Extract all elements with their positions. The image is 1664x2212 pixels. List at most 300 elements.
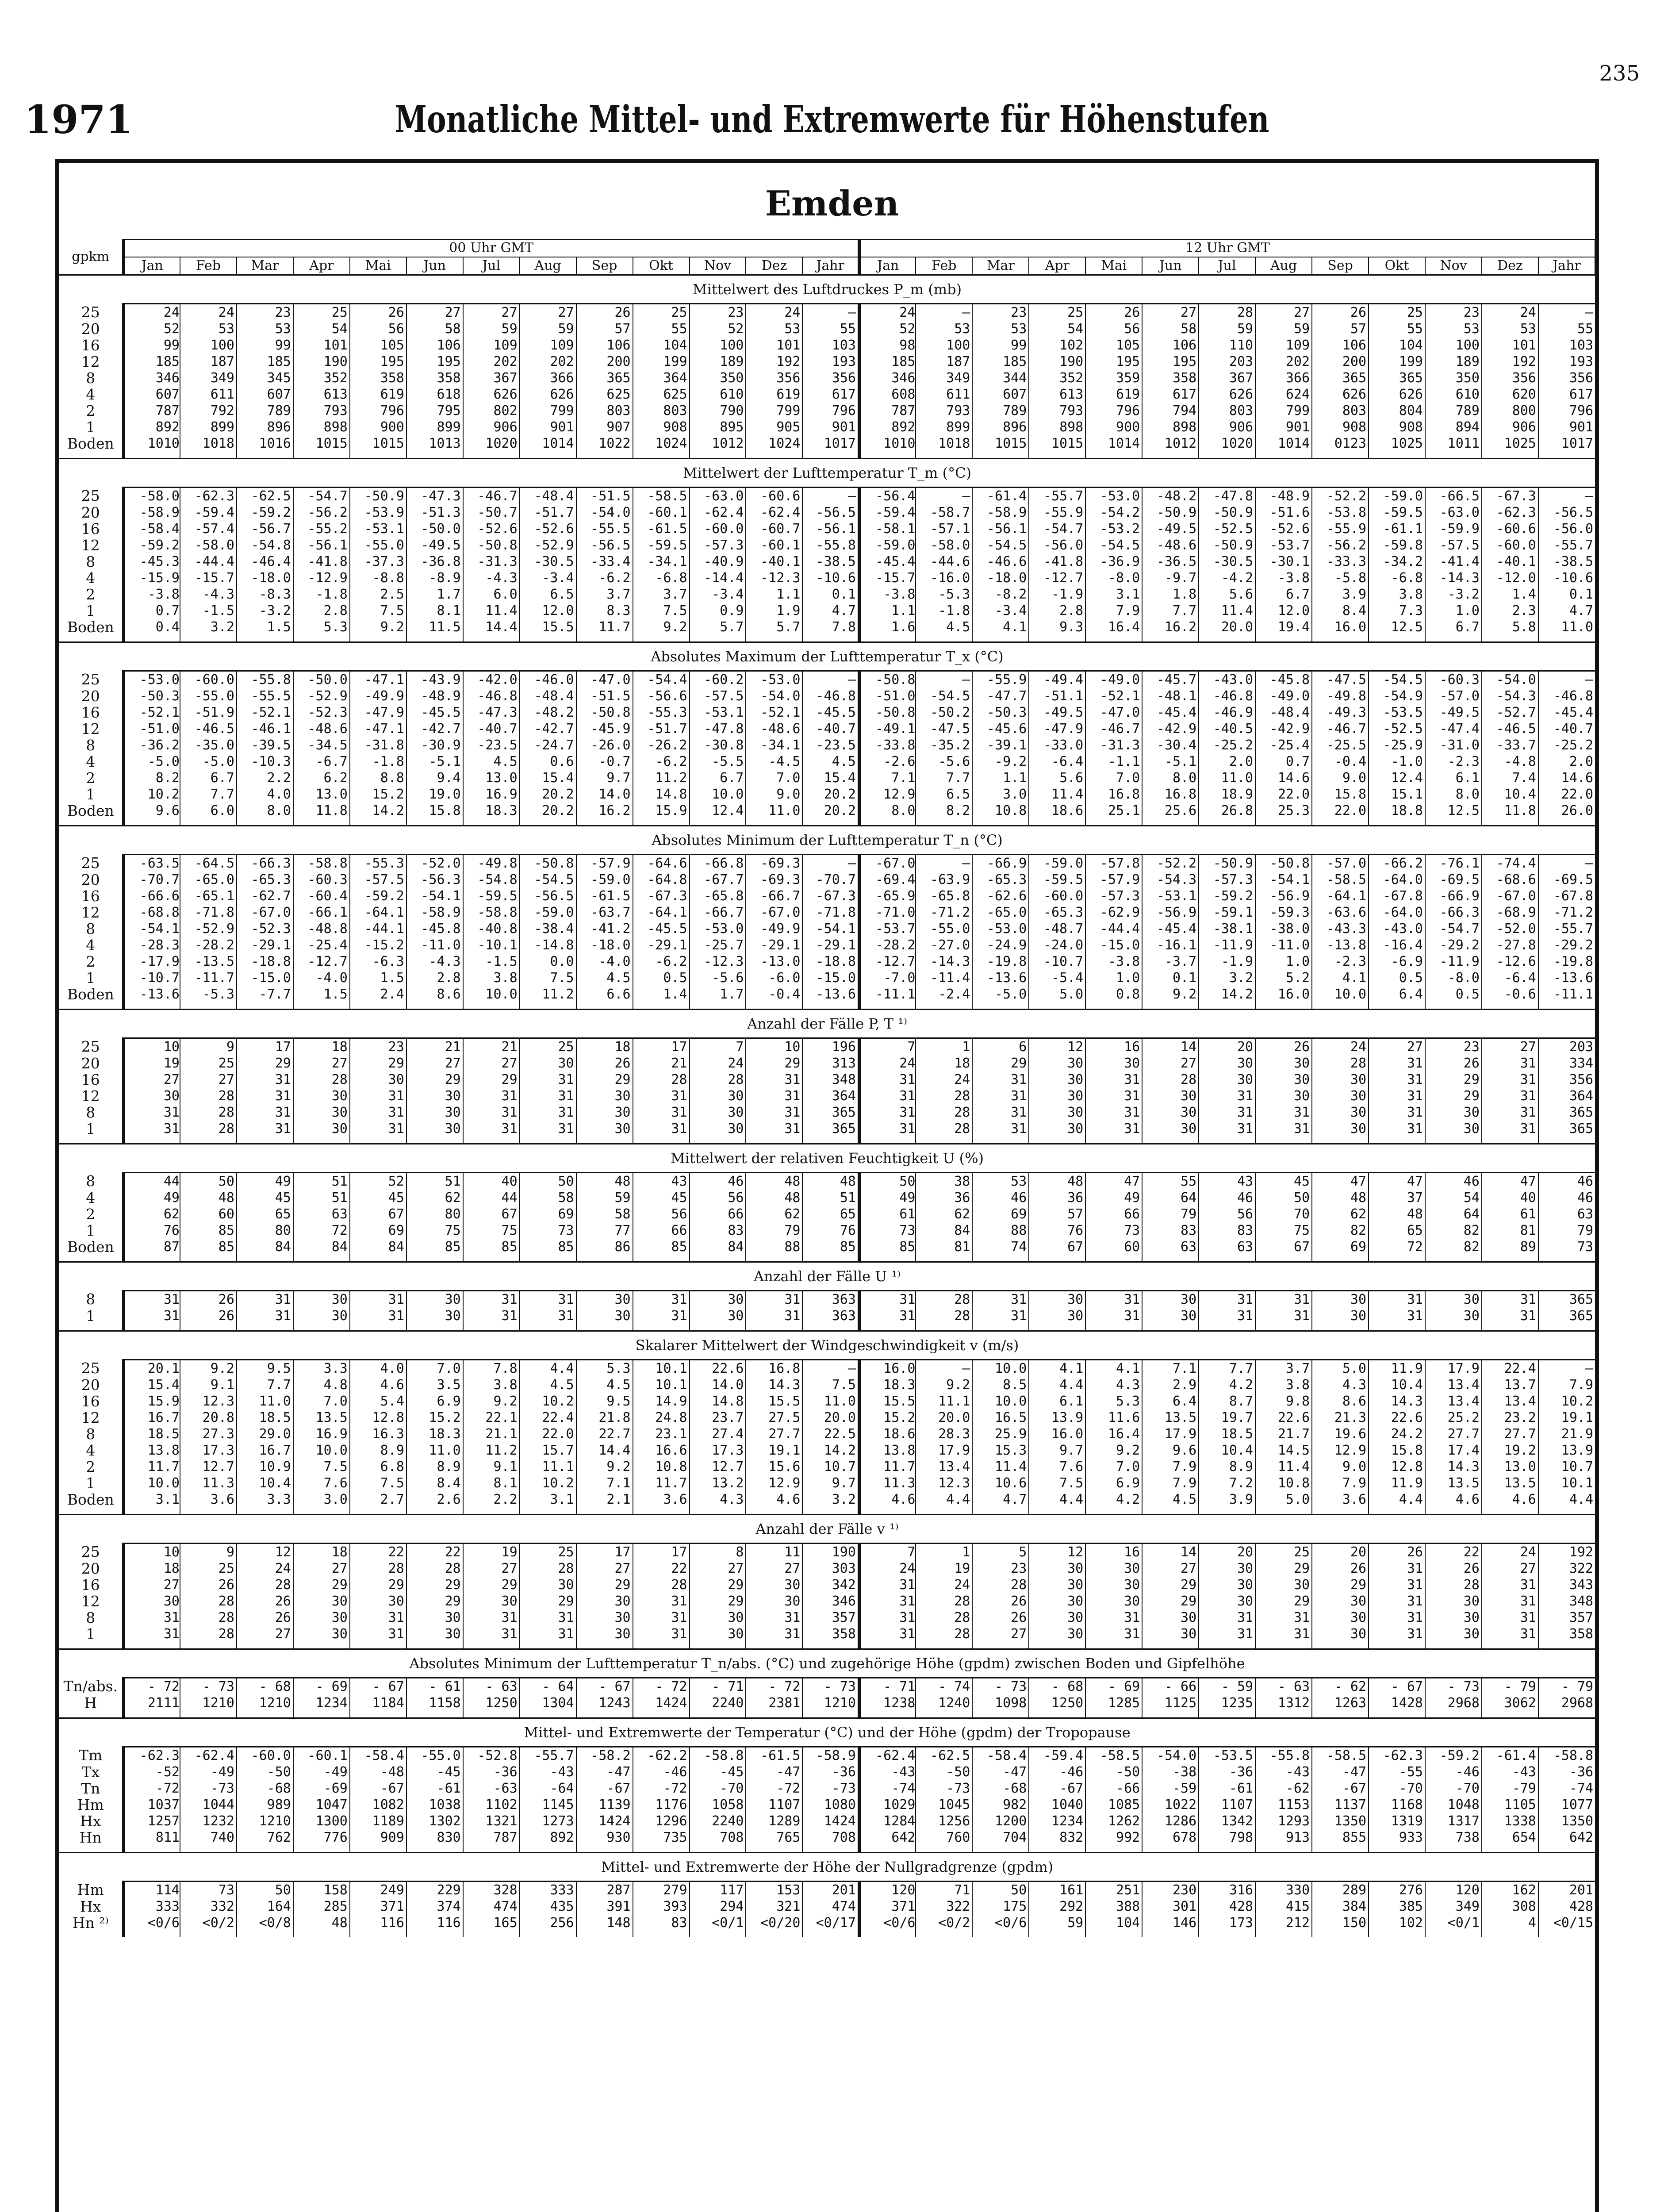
cell-00: 9.0 xyxy=(746,786,802,803)
row-label: 8 xyxy=(86,370,96,386)
cell-00: -28.2 xyxy=(180,937,237,953)
cell-00: -10.7 xyxy=(123,970,180,986)
cell-12: -58.0 xyxy=(916,537,972,553)
cell-00: 10 xyxy=(123,1544,180,1561)
spacer-cell xyxy=(237,1711,293,1718)
cell-12: -54.0 xyxy=(1482,671,1538,688)
cell-00: 30 xyxy=(123,1593,180,1609)
cell-12: 30 xyxy=(1255,1577,1312,1593)
cell-00: 26 xyxy=(237,1609,293,1626)
cell-12: 793 xyxy=(916,403,972,419)
cell-12: 0123 xyxy=(1312,435,1369,452)
cell-12: -56.9 xyxy=(1255,888,1312,904)
cell-12: -8.0 xyxy=(1425,970,1482,986)
cell-12: 0.5 xyxy=(1369,970,1425,986)
cell-00: 117 xyxy=(690,1882,746,1899)
cell-00: -6.8 xyxy=(633,570,690,586)
row-label: 1 xyxy=(86,419,96,435)
cell-00: 474 xyxy=(802,1898,859,1915)
cell-00: 62 xyxy=(406,1190,463,1206)
cell-00: 23 xyxy=(690,304,746,321)
cell-00: 31 xyxy=(746,1609,802,1626)
table-row xyxy=(59,1222,1595,1239)
cell-00: -53.0 xyxy=(690,921,746,937)
cell-00: 31 xyxy=(123,1291,180,1308)
spacer-cell xyxy=(972,1642,1029,1649)
cell-12: -41.8 xyxy=(1029,553,1085,570)
spacer-cell xyxy=(690,1931,746,1937)
table-row xyxy=(59,337,1595,353)
cell-12: -45.4 xyxy=(859,553,916,570)
cell-00: 1018 xyxy=(180,435,237,452)
cell-00: -64.8 xyxy=(633,872,690,888)
cell-00: 15.5 xyxy=(746,1393,802,1409)
cell-00: -53.0 xyxy=(123,671,180,688)
cell-12: 19.2 xyxy=(1482,1442,1538,1459)
row-label: 4 xyxy=(86,937,96,953)
cell-00: 31 xyxy=(520,1088,576,1104)
cell-00: 84 xyxy=(293,1239,350,1255)
cell-12: 30 xyxy=(1029,1577,1085,1593)
spacer-cell xyxy=(406,1137,463,1144)
cell-00: 72 xyxy=(293,1222,350,1239)
row-label: 1 xyxy=(86,1626,96,1642)
spacer-cell xyxy=(1538,1642,1595,1649)
cell-12: -58.1 xyxy=(859,521,916,537)
cell-00: 28 xyxy=(520,1560,576,1577)
cell-12: 9.0 xyxy=(1312,770,1369,786)
cell-12: -74 xyxy=(859,1780,916,1797)
cell-12: -34.2 xyxy=(1369,553,1425,570)
cell-12: 23.2 xyxy=(1482,1409,1538,1426)
spacer-cell xyxy=(1312,452,1369,459)
cell-12: 74 xyxy=(972,1239,1029,1255)
spacer-cell xyxy=(576,1324,633,1331)
cell-12: 1137 xyxy=(1312,1797,1369,1813)
cell-00: 9.7 xyxy=(802,1475,859,1491)
cell-12: 31 xyxy=(1369,1104,1425,1121)
cell-00: 21.8 xyxy=(576,1409,633,1426)
cell-00: 7.0 xyxy=(746,770,802,786)
cell-12: 13.4 xyxy=(1425,1377,1482,1393)
row-label: Hx xyxy=(80,1813,101,1829)
cell-00: 796 xyxy=(350,403,406,419)
spacer-cell xyxy=(1255,1002,1312,1010)
spacer-cell xyxy=(1029,1846,1085,1853)
cell-00: 787 xyxy=(463,1829,520,1846)
cell-00: 1038 xyxy=(406,1797,463,1813)
cell-12: 30 xyxy=(1312,1071,1369,1088)
cell-00: -65.1 xyxy=(180,888,237,904)
spacer-cell xyxy=(1199,819,1255,826)
cell-00: 153 xyxy=(746,1882,802,1899)
spacer-cell xyxy=(1425,1255,1482,1262)
spacer-cell xyxy=(1255,1846,1312,1853)
cell-00: 611 xyxy=(180,386,237,403)
cell-12: 31 xyxy=(1369,1291,1425,1308)
cell-00: -18.8 xyxy=(802,953,859,970)
cell-00: 10.7 xyxy=(802,1459,859,1475)
cell-12: 28 xyxy=(916,1291,972,1308)
cell-00: -46 xyxy=(633,1764,690,1780)
cell-00: -48.6 xyxy=(746,721,802,737)
cell-00: -48.8 xyxy=(293,921,350,937)
cell-12: 43 xyxy=(1199,1173,1255,1190)
cell-12: -54.7 xyxy=(1029,521,1085,537)
cell-12: -27.8 xyxy=(1482,937,1538,953)
spacer-cell xyxy=(746,452,802,459)
spacer-row xyxy=(59,1711,1595,1718)
cell-00: -10.1 xyxy=(463,937,520,953)
cell-00: -42.0 xyxy=(463,671,520,688)
cell-12: <0/6 xyxy=(859,1915,916,1931)
cell-12: 30 xyxy=(1142,1308,1199,1324)
cell-12: 27 xyxy=(1142,304,1199,321)
cell-00: 909 xyxy=(350,1829,406,1846)
section-title-row xyxy=(59,275,1595,304)
cell-00: -40.1 xyxy=(746,553,802,570)
cell-00: 1014 xyxy=(520,435,576,452)
cell-12: 5.3 xyxy=(1085,1393,1142,1409)
cell-00: 10 xyxy=(123,1038,180,1056)
spacer-cell xyxy=(1029,1931,1085,1937)
cell-00: 187 xyxy=(180,353,237,370)
cell-12: 83 xyxy=(1199,1222,1255,1239)
cell-12: 5.0 xyxy=(1312,1360,1369,1377)
cell-00: 31 xyxy=(633,1291,690,1308)
spacer-cell xyxy=(520,452,576,459)
cell-00: -62.3 xyxy=(123,1747,180,1764)
cell-00: 48 xyxy=(293,1915,350,1931)
cell-00: 59 xyxy=(463,321,520,337)
month-header: Sep xyxy=(576,257,633,275)
cell-12: 25 xyxy=(1369,304,1425,321)
cell-12: 1015 xyxy=(972,435,1029,452)
row-label: 25 xyxy=(81,671,100,688)
cell-12: 276 xyxy=(1369,1882,1425,1899)
cell-00: -59.5 xyxy=(463,888,520,904)
month-header: Apr xyxy=(1029,257,1085,275)
cell-12: 31 xyxy=(1482,1291,1538,1308)
cell-00: -48.2 xyxy=(520,704,576,721)
cell-12: -49.3 xyxy=(1312,704,1369,721)
spacer-cell xyxy=(1085,635,1142,642)
spacer-cell xyxy=(350,1255,406,1262)
cell-00: 8.4 xyxy=(406,1475,463,1491)
cell-00: <0/17 xyxy=(802,1915,859,1931)
cell-00: 27 xyxy=(123,1071,180,1088)
cell-00: 83 xyxy=(633,1915,690,1931)
cell-12: 832 xyxy=(1029,1829,1085,1846)
cell-00: 28 xyxy=(690,1071,746,1088)
cell-12: 906 xyxy=(1482,419,1538,435)
spacer-cell xyxy=(859,1642,916,1649)
spacer-cell xyxy=(802,1931,859,1937)
cell-00: 165 xyxy=(463,1915,520,1931)
cell-12: 365 xyxy=(1312,370,1369,386)
cell-00: 6.0 xyxy=(463,586,520,603)
cell-12: 50 xyxy=(1255,1190,1312,1206)
spacer-cell xyxy=(350,635,406,642)
cell-00: 11.2 xyxy=(520,986,576,1002)
cell-12: -42.9 xyxy=(1255,721,1312,737)
cell-12: 0.1 xyxy=(1142,970,1199,986)
cell-00: -4.0 xyxy=(293,970,350,986)
cell-00: 358 xyxy=(350,370,406,386)
row-label: 20 xyxy=(81,1055,100,1071)
cell-12: 23 xyxy=(1425,1038,1482,1056)
cell-00: 8.1 xyxy=(463,1475,520,1491)
spacer-cell xyxy=(520,1508,576,1515)
section-title: Skalarer Mittelwert der Windgeschwindigkeit v (m/s) xyxy=(59,1331,1595,1360)
section-title-row xyxy=(59,459,1595,488)
cell-12: 17.9 xyxy=(1142,1426,1199,1442)
cell-12: -66 xyxy=(1085,1780,1142,1797)
cell-00: 14.9 xyxy=(633,1393,690,1409)
table-row xyxy=(59,1626,1595,1642)
spacer-row xyxy=(59,635,1595,642)
cell-00: 1010 xyxy=(123,435,180,452)
cell-12: 1263 xyxy=(1312,1695,1369,1711)
cell-00: 3.1 xyxy=(520,1491,576,1508)
cell-12: 31 xyxy=(1255,1626,1312,1642)
cell-12: 8.6 xyxy=(1312,1393,1369,1409)
cell-12: -1.0 xyxy=(1369,753,1425,770)
cell-12: -61.1 xyxy=(1369,521,1425,537)
table-row xyxy=(59,937,1595,953)
cell-12: 1.1 xyxy=(972,770,1029,786)
cell-12: 27 xyxy=(1142,1055,1199,1071)
cell-00: 7.7 xyxy=(237,1377,293,1393)
cell-12: 21.9 xyxy=(1538,1426,1595,1442)
cell-12: -61.4 xyxy=(972,488,1029,505)
cell-00: 8.1 xyxy=(406,603,463,619)
cell-00: 345 xyxy=(237,370,293,386)
section-title-row xyxy=(59,1331,1595,1360)
cell-00: -54.8 xyxy=(237,537,293,553)
cell-00: 789 xyxy=(237,403,293,419)
cell-12: -7.0 xyxy=(859,970,916,986)
spacer-cell xyxy=(180,1137,237,1144)
cell-12: 30 xyxy=(1425,1104,1482,1121)
cell-00: 16.9 xyxy=(293,1426,350,1442)
cell-12: 28 xyxy=(1199,304,1255,321)
cell-00: -45 xyxy=(690,1764,746,1780)
spacer-cell xyxy=(1538,1002,1595,1010)
cell-00: -55.3 xyxy=(350,855,406,872)
cell-00: -56.6 xyxy=(633,688,690,704)
cell-12: 13.9 xyxy=(1029,1409,1085,1426)
cell-00: -12.9 xyxy=(293,570,350,586)
cell-00: 99 xyxy=(237,337,293,353)
cell-12: -50.9 xyxy=(1199,504,1255,521)
spacer-cell xyxy=(916,1324,972,1331)
cell-00: -34.1 xyxy=(633,553,690,570)
cell-12: 18.3 xyxy=(859,1377,916,1393)
cell-12: -28.2 xyxy=(859,937,916,953)
cell-12: -46.8 xyxy=(1199,688,1255,704)
cell-12: -0.4 xyxy=(1312,753,1369,770)
cell-12: 8.7 xyxy=(1199,1393,1255,1409)
cell-00: 56 xyxy=(690,1190,746,1206)
cell-12: 12 xyxy=(1029,1544,1085,1561)
cell-12: -60.0 xyxy=(1482,537,1538,553)
cell-12: 611 xyxy=(916,386,972,403)
spacer-cell xyxy=(1312,1324,1369,1331)
cell-12: -55.7 xyxy=(1538,921,1595,937)
spacer-cell xyxy=(633,1324,690,1331)
cell-00: 1210 xyxy=(180,1695,237,1711)
cell-00: 12 xyxy=(237,1544,293,1561)
spacer-cell xyxy=(633,635,690,642)
cell-12: 22.6 xyxy=(1369,1409,1425,1426)
cell-00: 1082 xyxy=(350,1797,406,1813)
cell-12: -9.2 xyxy=(972,753,1029,770)
cell-00: <0/2 xyxy=(180,1915,237,1931)
cell-12: -54.0 xyxy=(1142,1747,1199,1764)
spacer-cell xyxy=(633,819,690,826)
row-label: 8 xyxy=(86,921,96,937)
cell-00: -5.0 xyxy=(180,753,237,770)
cell-00: -69.3 xyxy=(746,855,802,872)
cell-00: -51.3 xyxy=(406,504,463,521)
cell-12: 30 xyxy=(1312,1121,1369,1137)
cell-12: 352 xyxy=(1029,370,1085,386)
cell-12: 619 xyxy=(1085,386,1142,403)
cell-12: -35.2 xyxy=(916,737,972,753)
cell-12: 24 xyxy=(859,304,916,321)
month-header: Nov xyxy=(690,257,746,275)
cell-00: 18 xyxy=(293,1544,350,1561)
cell-00: 40 xyxy=(463,1173,520,1190)
cell-12: -52.0 xyxy=(1482,921,1538,937)
table-row xyxy=(59,321,1595,337)
cell-00: 55 xyxy=(802,321,859,337)
cell-00: 17 xyxy=(237,1038,293,1056)
cell-12: 30 xyxy=(1425,1609,1482,1626)
cell-12: 1.0 xyxy=(1255,953,1312,970)
cell-00: 3.6 xyxy=(180,1491,237,1508)
cell-12: 63 xyxy=(1538,1206,1595,1222)
cell-12: 4.6 xyxy=(859,1491,916,1508)
cell-12: -59.2 xyxy=(1425,1747,1482,1764)
cell-00: -30.9 xyxy=(406,737,463,753)
cell-00: -67 xyxy=(350,1780,406,1797)
spacer-cell xyxy=(1085,1255,1142,1262)
cell-00: 303 xyxy=(802,1560,859,1577)
cell-00: -61.5 xyxy=(746,1747,802,1764)
cell-00: 391 xyxy=(576,1898,633,1915)
cell-12: 1 xyxy=(916,1038,972,1056)
spacer-cell xyxy=(1085,1846,1142,1853)
page-title: Monatliche Mittel- und Extremwerte für Höhenstufen xyxy=(395,97,1269,141)
spacer-cell xyxy=(1142,635,1199,642)
cell-00: -57.4 xyxy=(180,521,237,537)
cell-00: 11 xyxy=(746,1544,802,1561)
spacer-cell xyxy=(1312,1255,1369,1262)
spacer-cell xyxy=(1425,452,1482,459)
cell-00: 30 xyxy=(576,1121,633,1137)
cell-00: 5.3 xyxy=(576,1360,633,1377)
cell-00: 7.0 xyxy=(406,1360,463,1377)
spacer-cell xyxy=(1255,452,1312,459)
cell-00: -73 xyxy=(180,1780,237,1797)
cell-00: 3.8 xyxy=(463,970,520,986)
cell-00: -70.7 xyxy=(802,872,859,888)
cell-00: 31 xyxy=(237,1121,293,1137)
cell-12: 24 xyxy=(916,1071,972,1088)
cell-12: -1.1 xyxy=(1085,753,1142,770)
cell-00: -50 xyxy=(237,1764,293,1780)
cell-00: 1015 xyxy=(350,435,406,452)
spacer-cell xyxy=(1312,1002,1369,1010)
spacer-cell xyxy=(690,1642,746,1649)
cell-12: 31 xyxy=(859,1626,916,1642)
cell-00: 105 xyxy=(350,337,406,353)
cell-00: -49.9 xyxy=(746,921,802,937)
cell-00: -54.5 xyxy=(520,872,576,888)
cell-00: 898 xyxy=(293,419,350,435)
cell-12: 31 xyxy=(1199,1088,1255,1104)
row-label: 4 xyxy=(86,570,96,586)
spacer-cell xyxy=(690,1002,746,1010)
cell-12: - 69 xyxy=(1085,1678,1142,1695)
cell-12: -45.7 xyxy=(1142,671,1199,688)
cell-12: -19.8 xyxy=(972,953,1029,970)
cell-00: 85 xyxy=(633,1239,690,1255)
cell-00: -46.0 xyxy=(520,671,576,688)
cell-00: <0/1 xyxy=(690,1915,746,1931)
cell-00: 30 xyxy=(576,1593,633,1609)
cell-00: 708 xyxy=(802,1829,859,1846)
table-row xyxy=(59,1442,1595,1459)
cell-00: 3.7 xyxy=(633,586,690,603)
cell-00: 792 xyxy=(180,403,237,419)
cell-00: 29 xyxy=(350,1055,406,1071)
spacer-cell xyxy=(1482,1931,1538,1937)
spacer-row xyxy=(59,1642,1595,1649)
cell-00: 15.7 xyxy=(520,1442,576,1459)
cell-00: 79 xyxy=(746,1222,802,1239)
cell-00: 1022 xyxy=(576,435,633,452)
spacer-cell xyxy=(972,1137,1029,1144)
cell-12: -62.9 xyxy=(1085,904,1142,921)
cell-12: 46 xyxy=(1538,1173,1595,1190)
cell-00: 20.8 xyxy=(180,1409,237,1426)
cell-12: 6.5 xyxy=(916,786,972,803)
cell-00: 1145 xyxy=(520,1797,576,1813)
cell-00: 28 xyxy=(180,1593,237,1609)
cell-12: -46 xyxy=(1425,1764,1482,1780)
cell-12: 19.4 xyxy=(1255,619,1312,635)
cell-12: 53 xyxy=(1425,321,1482,337)
cell-00: -40.7 xyxy=(463,721,520,737)
cell-00: -41.8 xyxy=(293,553,350,570)
cell-12: 30 xyxy=(1199,1577,1255,1593)
cell-00: 57 xyxy=(576,321,633,337)
cell-12: 161 xyxy=(1029,1882,1085,1899)
cell-12: -67 xyxy=(1312,1780,1369,1797)
cell-12: -43 xyxy=(1255,1764,1312,1780)
cell-12: 82 xyxy=(1312,1222,1369,1239)
cell-12: 20.0 xyxy=(1199,619,1255,635)
cell-12: 104 xyxy=(1085,1915,1142,1931)
cell-12: 24 xyxy=(859,1560,916,1577)
spacer-cell xyxy=(406,452,463,459)
cell-12: 31 xyxy=(1482,1121,1538,1137)
row-label: 12 xyxy=(81,353,100,370)
cell-00: -72 xyxy=(123,1780,180,1797)
